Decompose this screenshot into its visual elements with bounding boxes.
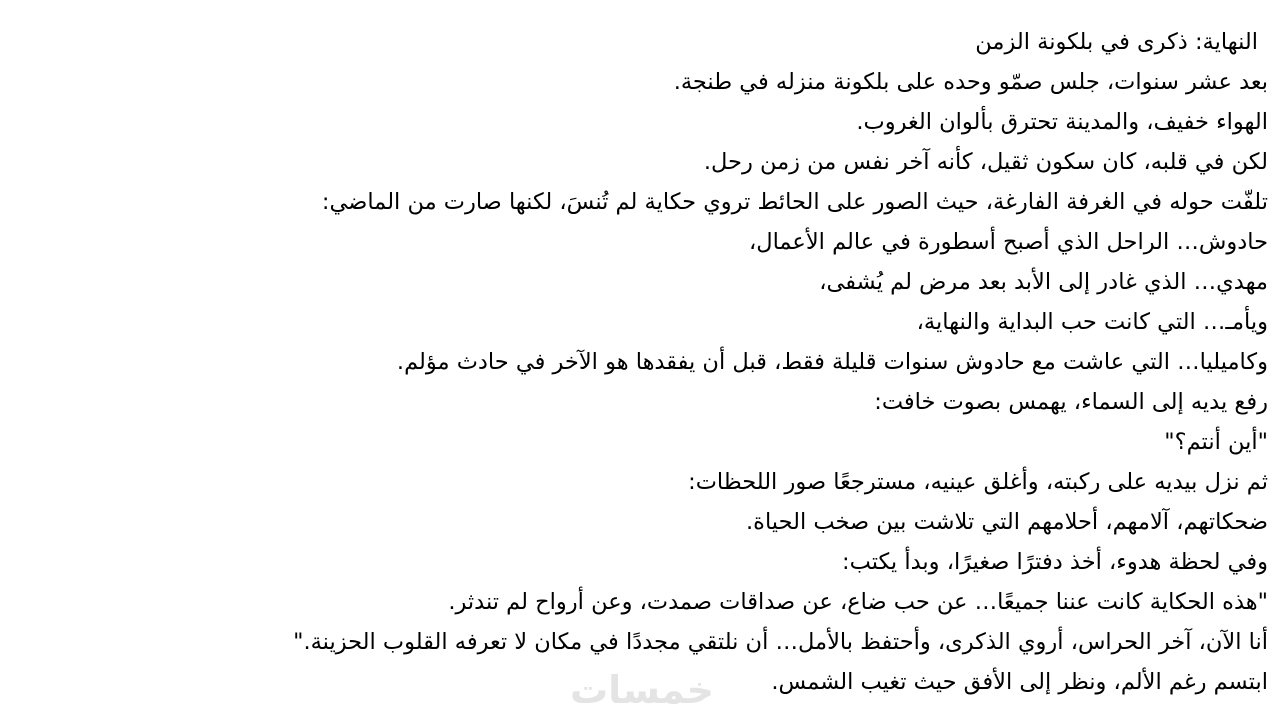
story-line: ابتسم رغم الألم، ونظر إلى الأفق حيث تغيب الشمس.	[771, 669, 1268, 695]
story-line: وفي لحظة هدوء، أخذ دفترًا صغيرًا، وبدأ يكتب:	[842, 549, 1268, 575]
story-line: رفع يديه إلى السماء، يهمس بصوت خافت:	[874, 389, 1268, 415]
story-line: "أين أنتم؟"	[1164, 429, 1268, 455]
watermark-logo: خمسات	[570, 668, 714, 712]
story-line: تلفّت حوله في الغرفة الفارغة، حيث الصور على الحائط تروي حكاية لم تُنسَ، لكنها صارت من الماضي:	[321, 189, 1268, 215]
story-line: "هذه الحكاية كانت عننا جميعًا… عن حب ضاع، عن صداقات صمدت، وعن أرواح لم تندثر.	[448, 589, 1268, 615]
story-line: مهدي… الذي غادر إلى الأبد بعد مرض لم يُشفى،	[819, 269, 1268, 295]
story-line: أنا الآن، آخر الحراس، أروي الذكرى، وأحتفظ بالأمل… أن نلتقي مجددًا في مكان لا تعرفه القلوب الحزينة."	[293, 629, 1268, 655]
story-line: الهواء خفيف، والمدينة تحترق بألوان الغروب.	[856, 109, 1268, 135]
story-line: ضحكاتهم، آلامهم، أحلامهم التي تلاشت بين صخب الحياة.	[746, 509, 1268, 535]
story-line: لكن في قلبه، كان سكون ثقيل، كأنه آخر نفس من زمن رحل.	[703, 149, 1268, 175]
story-line: ويأمـ… التي كانت حب البداية والنهاية،	[916, 309, 1268, 335]
story-line: بعد عشر سنوات، جلس صمّو وحده على بلكونة منزله في طنجة.	[673, 69, 1268, 95]
story-text	[228, 22, 1268, 702]
story-line: وكاميليا… التي عاشت مع حادوش سنوات قليلة فقط، قبل أن يفقدها هو الآخر في حادث مؤلم.	[396, 349, 1268, 375]
story-line: ثم نزل بيديه على ركبته، وأغلق عينيه، مسترجعًا صور اللحظات:	[688, 469, 1268, 495]
story-line: حادوش… الراحل الذي أصبح أسطورة في عالم الأعمال،	[748, 229, 1268, 255]
story-title: النهاية: ذكرى في بلكونة الزمن	[975, 29, 1258, 55]
